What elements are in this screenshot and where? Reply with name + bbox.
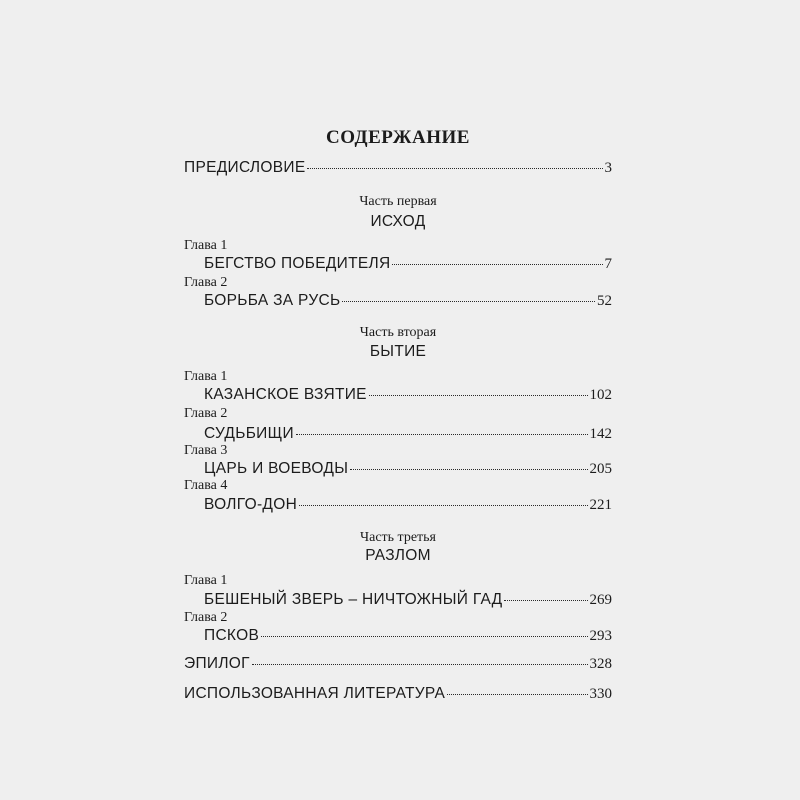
entry-title: ЭПИЛОГ (184, 655, 250, 672)
entry-title: ЦАРЬ И ВОЕВОДЫ (204, 460, 349, 477)
toc-entry-preface (184, 159, 612, 177)
toc-entry-chapter (204, 591, 612, 609)
entry-title: КАЗАНСКОЕ ВЗЯТИЕ (204, 386, 367, 403)
toc-entry-chapter (204, 292, 612, 310)
dot-leader (296, 434, 588, 435)
dot-leader (447, 694, 587, 695)
page-number: 52 (597, 293, 612, 309)
dot-leader (261, 636, 587, 637)
toc-entry-chapter (204, 627, 612, 645)
part-label: Часть первая (359, 194, 437, 209)
dot-leader (252, 664, 588, 665)
page-number: 328 (589, 656, 612, 672)
page-number: 3 (604, 160, 612, 176)
part-label: Часть третья (360, 530, 436, 545)
entry-title: ИСПОЛЬЗОВАННАЯ ЛИТЕРАТУРА (184, 685, 446, 702)
toc-entry-bibliography (184, 685, 612, 703)
page-number: 205 (589, 461, 612, 477)
toc-title: СОДЕРЖАНИЕ (326, 127, 470, 148)
chapter-label: Глава 1 (184, 369, 228, 384)
part-title: РАЗЛОМ (365, 547, 431, 564)
entry-title: БЕШЕНЫЙ ЗВЕРЬ – НИЧТОЖНЫЙ ГАД (204, 591, 503, 608)
toc-entry-chapter (204, 386, 612, 404)
entry-title: БЕГСТВО ПОБЕДИТЕЛЯ (204, 255, 391, 272)
toc-entry-chapter (204, 425, 612, 443)
part-title: ИСХОД (370, 213, 426, 230)
toc-entry-chapter (204, 255, 612, 273)
page-number: 142 (589, 426, 612, 442)
page-number: 293 (589, 628, 612, 644)
toc-entry-chapter (204, 496, 612, 514)
page-number: 269 (589, 592, 612, 608)
dot-leader (350, 469, 587, 470)
part-title: БЫТИЕ (369, 343, 427, 360)
dot-leader (307, 168, 602, 169)
chapter-label: Глава 2 (184, 275, 228, 290)
dot-leader (392, 264, 602, 265)
page-number: 221 (589, 497, 612, 513)
chapter-label: Глава 2 (184, 406, 228, 421)
chapter-label: Глава 1 (184, 573, 228, 588)
page-number: 330 (589, 686, 612, 702)
chapter-label: Глава 1 (184, 238, 228, 253)
entry-title: ВОЛГО-ДОН (204, 496, 298, 513)
dot-leader (369, 395, 588, 396)
chapter-label: Глава 4 (184, 478, 228, 493)
entry-title: ПСКОВ (204, 627, 260, 644)
dot-leader (299, 505, 587, 506)
page-number: 102 (589, 387, 612, 403)
entry-title: БОРЬБА ЗА РУСЬ (204, 292, 341, 309)
chapter-label: Глава 3 (184, 443, 228, 458)
entry-title: ПРЕДИСЛОВИЕ (184, 159, 306, 176)
toc-entry-chapter (204, 460, 612, 478)
dot-leader (504, 600, 587, 601)
chapter-label: Глава 2 (184, 610, 228, 625)
page-number: 7 (604, 256, 612, 272)
entry-title: СУДЬБИЩИ (204, 425, 294, 442)
part-label: Часть вторая (359, 325, 437, 340)
dot-leader (342, 301, 595, 302)
toc-entry-epilogue (184, 655, 612, 673)
